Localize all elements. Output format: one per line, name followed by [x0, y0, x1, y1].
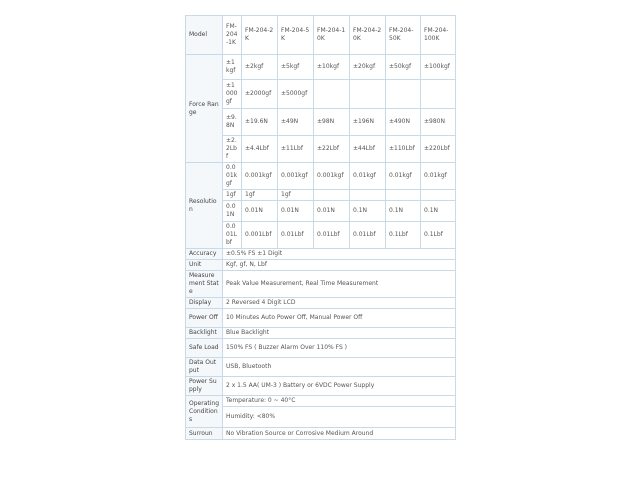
spec-label: Safe Load: [186, 339, 223, 358]
spec-value: 150% FS ( Buzzer Alarm Over 110% FS ): [223, 339, 456, 358]
spec-row-safe-load: [186, 339, 456, 358]
force-range-cell: ±490N: [386, 109, 421, 136]
resolution-cell: 0.001Lbf: [223, 222, 242, 249]
resolution-cell: 0.1Lbf: [386, 222, 421, 249]
model-cell: FM-204-50K: [386, 16, 421, 55]
force-range-cell: ±2000gf: [242, 80, 278, 109]
spec-row-power-supply: [186, 377, 456, 396]
force-range-cell: ±50kgf: [386, 55, 421, 80]
force-range-cell: ±10kgf: [314, 55, 350, 80]
spec-label: Accuracy: [186, 249, 223, 260]
force-range-cell: ±4.4Lbf: [242, 136, 278, 163]
spec-label: Backlight: [186, 328, 223, 339]
force-range-cell: [421, 80, 456, 109]
spec-value: No Vibration Source or Corrosive Medium Around: [223, 428, 456, 440]
spec-table: [185, 15, 456, 440]
surround-row: [186, 428, 456, 440]
resolution-row: [186, 222, 456, 249]
operating-temperature: Temperature: 0 ~ 40°C: [223, 396, 456, 407]
model-cell: FM-204-1K: [223, 16, 242, 55]
operating-row: [186, 407, 456, 428]
force-range-cell: ±980N: [421, 109, 456, 136]
force-range-label: Force Range: [186, 55, 223, 163]
spec-table-container: [185, 15, 455, 440]
spec-row-unit: [186, 260, 456, 271]
spec-value: ±0.5% FS ±1 Digit: [223, 249, 456, 260]
spec-row-power-off: [186, 309, 456, 328]
model-row: [186, 16, 456, 55]
force-range-cell: ±2kgf: [242, 55, 278, 80]
force-range-cell: [386, 80, 421, 109]
resolution-cell: 0.001kgf: [278, 163, 314, 190]
force-range-cell: ±11Lbf: [278, 136, 314, 163]
resolution-row: [186, 163, 456, 190]
resolution-cell: 0.01Lbf: [314, 222, 350, 249]
spec-label: Measurement State: [186, 271, 223, 298]
spec-label: Unit: [186, 260, 223, 271]
force-range-cell: ±1000gf: [223, 80, 242, 109]
force-range-cell: ±100kgf: [421, 55, 456, 80]
resolution-cell: 0.001Lbf: [242, 222, 278, 249]
resolution-cell: [314, 190, 350, 201]
resolution-cell: 0.01N: [223, 201, 242, 222]
resolution-cell: 0.01N: [278, 201, 314, 222]
resolution-cell: 0.1N: [386, 201, 421, 222]
force-range-cell: ±2.2Lbf: [223, 136, 242, 163]
force-range-cell: ±98N: [314, 109, 350, 136]
resolution-row: [186, 190, 456, 201]
force-range-cell: ±49N: [278, 109, 314, 136]
force-range-cell: [350, 80, 386, 109]
force-range-cell: ±19.6N: [242, 109, 278, 136]
force-range-cell: ±1kgf: [223, 55, 242, 80]
operating-row: [186, 396, 456, 407]
model-cell: FM-204-2K: [242, 16, 278, 55]
resolution-cell: 0.01kgf: [350, 163, 386, 190]
operating-label: Operating Conditions: [186, 396, 223, 428]
model-cell: FM-204-5K: [278, 16, 314, 55]
spec-value: 10 Minutes Auto Power Off, Manual Power Off: [223, 309, 456, 328]
spec-label: Power Off: [186, 309, 223, 328]
spec-value: 2 Reversed 4 Digit LCD: [223, 298, 456, 309]
resolution-cell: [350, 190, 386, 201]
force-range-row: [186, 109, 456, 136]
spec-value: Blue Backlight: [223, 328, 456, 339]
force-range-row: [186, 55, 456, 80]
force-range-cell: ±5000gf: [278, 80, 314, 109]
force-range-cell: ±110Lbf: [386, 136, 421, 163]
resolution-cell: 0.01Lbf: [350, 222, 386, 249]
force-range-cell: ±44Lbf: [350, 136, 386, 163]
resolution-cell: 0.01Lbf: [278, 222, 314, 249]
spec-value: 2 x 1.5 AA( UM-3 ) Battery or 6VDC Power Supply: [223, 377, 456, 396]
resolution-cell: 0.1N: [350, 201, 386, 222]
force-range-row: [186, 80, 456, 109]
resolution-cell: 0.01N: [314, 201, 350, 222]
spec-row-display: [186, 298, 456, 309]
force-range-cell: ±22Lbf: [314, 136, 350, 163]
resolution-cell: 0.01kgf: [421, 163, 456, 190]
spec-row-backlight: [186, 328, 456, 339]
resolution-cell: 1gf: [242, 190, 278, 201]
spec-label: Display: [186, 298, 223, 309]
resolution-cell: 0.001kgf: [242, 163, 278, 190]
resolution-cell: [386, 190, 421, 201]
resolution-cell: 1gf: [278, 190, 314, 201]
force-range-cell: ±9.8N: [223, 109, 242, 136]
resolution-row: [186, 201, 456, 222]
spec-row-data-output: [186, 358, 456, 377]
force-range-cell: [314, 80, 350, 109]
spec-label: Power Supply: [186, 377, 223, 396]
model-cell: FM-204-10K: [314, 16, 350, 55]
force-range-row: [186, 136, 456, 163]
force-range-cell: ±5kgf: [278, 55, 314, 80]
operating-humidity: Humidity: <80%: [223, 407, 456, 428]
spec-value: USB, Bluetooth: [223, 358, 456, 377]
resolution-cell: 0.01N: [242, 201, 278, 222]
resolution-cell: 0.1Lbf: [421, 222, 456, 249]
model-cell: FM-204-100K: [421, 16, 456, 55]
resolution-cell: 0.1N: [421, 201, 456, 222]
spec-value: Kgf, gf, N, Lbf: [223, 260, 456, 271]
spec-row-measurement-state: [186, 271, 456, 298]
resolution-cell: 0.001kgf: [314, 163, 350, 190]
resolution-cell: 1gf: [223, 190, 242, 201]
spec-label: Surroun: [186, 428, 223, 440]
force-range-cell: ±196N: [350, 109, 386, 136]
resolution-cell: [421, 190, 456, 201]
force-range-cell: ±220Lbf: [421, 136, 456, 163]
spec-label: Data Output: [186, 358, 223, 377]
spec-value: Peak Value Measurement, Real Time Measurement: [223, 271, 456, 298]
spec-row-accuracy: [186, 249, 456, 260]
resolution-label: Resolution: [186, 163, 223, 249]
resolution-cell: 0.001kgf: [223, 163, 242, 190]
force-range-cell: ±20kgf: [350, 55, 386, 80]
model-cell: FM-204-20K: [350, 16, 386, 55]
resolution-cell: 0.01kgf: [386, 163, 421, 190]
model-label: Model: [186, 16, 223, 55]
